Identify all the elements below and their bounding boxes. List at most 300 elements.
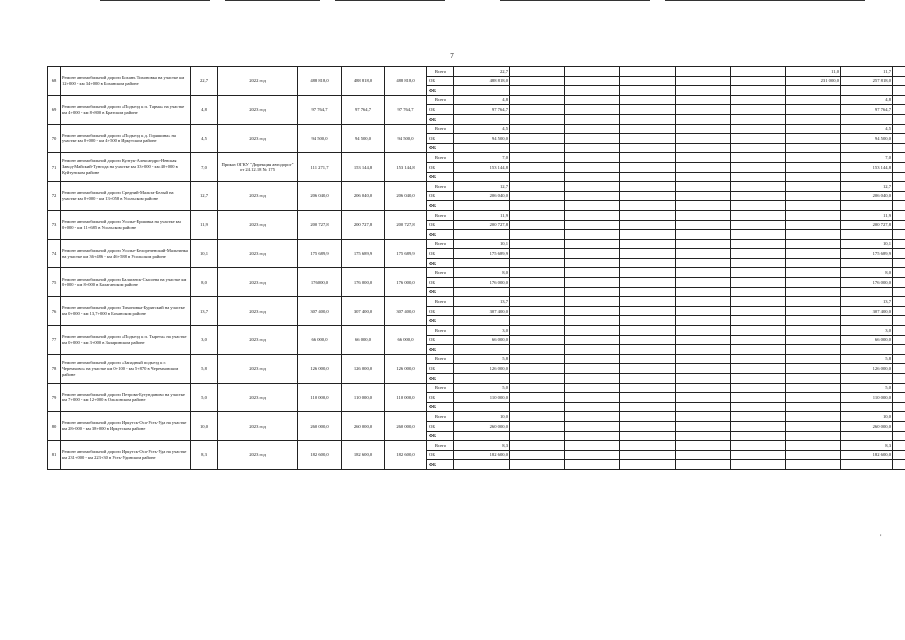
- empty-cell: [676, 95, 731, 105]
- empty-cell: [510, 76, 565, 86]
- vsego-2022: 8,3: [841, 441, 893, 451]
- empty-cell: [565, 441, 620, 451]
- label-vsego: Всего: [427, 153, 454, 163]
- empty-cell: [841, 402, 893, 412]
- table-row: [48, 383, 905, 393]
- empty-cell: [676, 335, 731, 345]
- vsego-total: 4,8: [454, 95, 510, 105]
- empty-cell: [620, 162, 676, 172]
- length-km: 8,0: [191, 268, 218, 297]
- empty-cell: [676, 86, 731, 96]
- empty-cell: [620, 210, 676, 220]
- vsego-2021: [786, 383, 841, 393]
- empty-cell: [454, 287, 510, 297]
- vsego-2021: [786, 124, 841, 134]
- empty-cell: [676, 354, 731, 364]
- empty-cell: [676, 162, 731, 172]
- period: 2023 год: [218, 297, 298, 326]
- empty-cell: [676, 297, 731, 307]
- label-fb: ФБ: [427, 143, 454, 153]
- empty-cell: [510, 249, 565, 259]
- empty-cell: [731, 306, 786, 316]
- estimated-cost: 206 040,0: [298, 182, 342, 211]
- empty-cell: [731, 326, 786, 336]
- empty-cell: [676, 374, 731, 384]
- empty-cell: [565, 162, 620, 172]
- empty-cell: [676, 201, 731, 211]
- label-fb: ФБ: [427, 316, 454, 326]
- empty-cell: [731, 114, 786, 124]
- empty-cell: [676, 431, 731, 441]
- period: 2023 год: [218, 95, 298, 124]
- empty-cell: [841, 345, 893, 355]
- length-km: 5,8: [191, 354, 218, 383]
- empty-cell: [620, 345, 676, 355]
- empty-cell: [510, 278, 565, 288]
- empty-cell: [676, 249, 731, 259]
- empty-cell: [731, 249, 786, 259]
- road-name: Ремонт автомобильной дороги «Подъезд к д. Горяшина» на участке км 0+000 - км 4+500 в Иркутском районе: [61, 124, 191, 153]
- ob-2022: 110 000,0: [841, 393, 893, 403]
- empty-cell: [510, 191, 565, 201]
- empty-cell: [454, 374, 510, 384]
- empty-cell: [731, 412, 786, 422]
- cost-col-3: 488 818,0: [385, 67, 427, 96]
- empty-cell: [565, 402, 620, 412]
- label-ob: ОБ: [427, 364, 454, 374]
- empty-cell: [893, 431, 905, 441]
- empty-cell: [731, 201, 786, 211]
- empty-cell: [841, 287, 893, 297]
- empty-cell: [893, 76, 905, 86]
- empty-cell: [841, 431, 893, 441]
- ob-total: 206 040,0: [454, 191, 510, 201]
- vsego-total: 22,7: [454, 67, 510, 77]
- ob-2022: 66 000,0: [841, 335, 893, 345]
- empty-cell: [510, 182, 565, 192]
- vsego-total: 8,3: [454, 441, 510, 451]
- empty-cell: [510, 134, 565, 144]
- empty-cell: [893, 364, 905, 374]
- cost-col-3: 66 000,0: [385, 326, 427, 355]
- vsego-total: 5,8: [454, 354, 510, 364]
- empty-cell: [841, 316, 893, 326]
- table-row: [48, 95, 905, 105]
- estimated-cost: 260 000,0: [298, 412, 342, 441]
- empty-cell: [510, 326, 565, 336]
- length-km: 8,3: [191, 441, 218, 470]
- empty-cell: [454, 316, 510, 326]
- empty-cell: [620, 431, 676, 441]
- label-ob: ОБ: [427, 191, 454, 201]
- empty-cell: [731, 191, 786, 201]
- road-name: Ремонт автомобильной дороги Усолье-Ершовка на участке км 0+000 - км 11+685 в Усольском районе: [61, 210, 191, 239]
- ob-2021: [786, 134, 841, 144]
- empty-cell: [620, 460, 676, 470]
- length-km: 22,7: [191, 67, 218, 96]
- empty-cell: [510, 268, 565, 278]
- empty-cell: [893, 441, 905, 451]
- empty-cell: [620, 421, 676, 431]
- empty-cell: [893, 287, 905, 297]
- empty-cell: [731, 143, 786, 153]
- empty-cell: [620, 287, 676, 297]
- empty-cell: [565, 230, 620, 240]
- empty-cell: [676, 383, 731, 393]
- empty-cell: [620, 412, 676, 422]
- period: 2023 год: [218, 210, 298, 239]
- cost-col-3: 126 000,0: [385, 354, 427, 383]
- period: Приказ ОГКУ "Дирекция автодорог" от 24.12.18 № 175: [218, 153, 298, 182]
- ob-2021: [786, 278, 841, 288]
- empty-cell: [620, 297, 676, 307]
- row-number: 71: [48, 153, 61, 182]
- empty-cell: [893, 354, 905, 364]
- empty-cell: [731, 95, 786, 105]
- empty-cell: [454, 402, 510, 412]
- empty-cell: [565, 345, 620, 355]
- vsego-2021: [786, 297, 841, 307]
- empty-cell: [893, 220, 905, 230]
- empty-cell: [620, 326, 676, 336]
- empty-cell: [893, 278, 905, 288]
- empty-cell: [620, 335, 676, 345]
- period: 2023 год: [218, 268, 298, 297]
- label-fb: ФБ: [427, 172, 454, 182]
- empty-cell: [676, 450, 731, 460]
- vsego-2022: 3,0: [841, 326, 893, 336]
- empty-cell: [786, 316, 841, 326]
- empty-cell: [565, 421, 620, 431]
- label-vsego: Всего: [427, 67, 454, 77]
- label-vsego: Всего: [427, 182, 454, 192]
- cost-col-2: 200 727,8: [342, 210, 385, 239]
- road-name: Ремонт автомобильной дороги «Подъезд к п. Тарма» на участке км 4+000 - км 8+800 в Братском районе: [61, 95, 191, 124]
- empty-cell: [731, 172, 786, 182]
- empty-cell: [731, 460, 786, 470]
- empty-cell: [510, 201, 565, 211]
- label-ob: ОБ: [427, 335, 454, 345]
- empty-cell: [510, 210, 565, 220]
- empty-cell: [565, 95, 620, 105]
- label-vsego: Всего: [427, 354, 454, 364]
- ob-2022: 206 040,0: [841, 191, 893, 201]
- length-km: 13,7: [191, 297, 218, 326]
- estimated-cost: 66 000,0: [298, 326, 342, 355]
- row-number: 73: [48, 210, 61, 239]
- ob-2021: [786, 191, 841, 201]
- ob-2021: [786, 306, 841, 316]
- vsego-2022: 10,1: [841, 239, 893, 249]
- empty-cell: [786, 201, 841, 211]
- empty-cell: [893, 143, 905, 153]
- empty-cell: [893, 134, 905, 144]
- estimated-cost: 307 400,0: [298, 297, 342, 326]
- table-row: [48, 441, 905, 451]
- empty-cell: [510, 402, 565, 412]
- empty-cell: [510, 124, 565, 134]
- empty-cell: [510, 421, 565, 431]
- empty-cell: [731, 258, 786, 268]
- cost-col-3: 175 689,9: [385, 239, 427, 268]
- cost-col-3: 176 000,0: [385, 268, 427, 297]
- empty-cell: [510, 412, 565, 422]
- empty-cell: [786, 143, 841, 153]
- empty-cell: [510, 67, 565, 77]
- empty-cell: [620, 306, 676, 316]
- cost-col-2: 206 040,0: [342, 182, 385, 211]
- empty-cell: [510, 287, 565, 297]
- empty-cell: [676, 441, 731, 451]
- empty-cell: [565, 172, 620, 182]
- empty-cell: [565, 335, 620, 345]
- label-fb: ФБ: [427, 86, 454, 96]
- empty-cell: [893, 239, 905, 249]
- row-number: 76: [48, 297, 61, 326]
- vsego-2022: 11,9: [841, 210, 893, 220]
- road-name: Ремонт автомобильной дороги Иркутск-Оса-Усть-Уда на участке км 28+000 - км 38+000 в Иркутском районе: [61, 412, 191, 441]
- empty-cell: [620, 201, 676, 211]
- ob-total: 200 727,8: [454, 220, 510, 230]
- ob-2022: 175 689,9: [841, 249, 893, 259]
- empty-cell: [676, 76, 731, 86]
- empty-cell: [510, 374, 565, 384]
- empty-cell: [893, 316, 905, 326]
- empty-cell: [620, 383, 676, 393]
- empty-cell: [676, 239, 731, 249]
- empty-cell: [841, 258, 893, 268]
- empty-cell: [841, 143, 893, 153]
- empty-cell: [565, 268, 620, 278]
- label-vsego: Всего: [427, 297, 454, 307]
- road-name: Ремонт автомобильной дороги Петрова-Бутунданово на участке км 7+000 - км 12+000 в Ольхонском районе: [61, 383, 191, 412]
- empty-cell: [893, 249, 905, 259]
- label-fb: ФБ: [427, 460, 454, 470]
- empty-cell: [893, 95, 905, 105]
- empty-cell: [510, 441, 565, 451]
- empty-cell: [620, 230, 676, 240]
- cost-col-3: 94 500,0: [385, 124, 427, 153]
- table-row: [48, 412, 905, 422]
- period: 2023 год: [218, 354, 298, 383]
- vsego-total: 12,7: [454, 182, 510, 192]
- empty-cell: [731, 210, 786, 220]
- empty-cell: [841, 86, 893, 96]
- empty-cell: [731, 86, 786, 96]
- empty-cell: [620, 374, 676, 384]
- row-number: 79: [48, 383, 61, 412]
- empty-cell: [565, 306, 620, 316]
- label-fb: ФБ: [427, 345, 454, 355]
- road-name: Ремонт автомобильной дороги Иркутск-Оса-Усть-Уда на участке км 231+000 - км 223+30 в Усть-Удинском районе: [61, 441, 191, 470]
- ob-2021: [786, 220, 841, 230]
- empty-cell: [676, 182, 731, 192]
- vsego-total: 10,1: [454, 239, 510, 249]
- empty-cell: [676, 230, 731, 240]
- period: 2023 год: [218, 412, 298, 441]
- vsego-total: 3,0: [454, 326, 510, 336]
- empty-cell: [565, 258, 620, 268]
- label-vsego: Всего: [427, 239, 454, 249]
- empty-cell: [841, 114, 893, 124]
- empty-cell: [731, 287, 786, 297]
- empty-cell: [731, 316, 786, 326]
- ob-2021: [786, 249, 841, 259]
- empty-cell: [510, 297, 565, 307]
- empty-cell: [893, 393, 905, 403]
- empty-cell: [893, 421, 905, 431]
- empty-cell: [454, 201, 510, 211]
- estimated-cost: 126 000,0: [298, 354, 342, 383]
- empty-cell: [620, 191, 676, 201]
- ob-total: 175 689,9: [454, 249, 510, 259]
- empty-cell: [454, 143, 510, 153]
- label-ob: ОБ: [427, 220, 454, 230]
- empty-cell: [565, 431, 620, 441]
- row-number: 81: [48, 441, 61, 470]
- empty-cell: [676, 210, 731, 220]
- empty-cell: [731, 421, 786, 431]
- empty-cell: [454, 345, 510, 355]
- row-number: 78: [48, 354, 61, 383]
- empty-cell: [510, 393, 565, 403]
- empty-cell: [676, 220, 731, 230]
- label-vsego: Всего: [427, 95, 454, 105]
- empty-cell: [731, 354, 786, 364]
- vsego-total: 5,0: [454, 383, 510, 393]
- label-vsego: Всего: [427, 326, 454, 336]
- empty-cell: [565, 67, 620, 77]
- empty-cell: [510, 306, 565, 316]
- empty-cell: [893, 114, 905, 124]
- empty-cell: [620, 220, 676, 230]
- empty-cell: [454, 114, 510, 124]
- empty-cell: [565, 114, 620, 124]
- empty-cell: [620, 143, 676, 153]
- empty-cell: [620, 153, 676, 163]
- vsego-2021: [786, 412, 841, 422]
- empty-cell: [893, 230, 905, 240]
- road-name: Ремонт автомобильной дороги Средний-Мальта-Белый на участке км 0+000 - км 13+058 в Усольском районе: [61, 182, 191, 211]
- ob-2022: 200 727,8: [841, 220, 893, 230]
- row-number: 74: [48, 239, 61, 268]
- empty-cell: [510, 86, 565, 96]
- table-row: [48, 268, 905, 278]
- empty-cell: [454, 460, 510, 470]
- ob-2022: 176 000,0: [841, 278, 893, 288]
- length-km: 12,7: [191, 182, 218, 211]
- empty-cell: [510, 460, 565, 470]
- empty-cell: [893, 335, 905, 345]
- ob-2022: 126 000,0: [841, 364, 893, 374]
- empty-cell: [510, 239, 565, 249]
- ob-2022: 257 818,0: [841, 76, 893, 86]
- empty-cell: [893, 268, 905, 278]
- empty-cell: [731, 134, 786, 144]
- row-number: 72: [48, 182, 61, 211]
- vsego-2022: 12,7: [841, 182, 893, 192]
- empty-cell: [510, 258, 565, 268]
- empty-cell: [893, 297, 905, 307]
- ob-total: 260 000,0: [454, 421, 510, 431]
- empty-cell: [841, 374, 893, 384]
- empty-cell: [731, 182, 786, 192]
- empty-cell: [676, 191, 731, 201]
- empty-cell: [565, 86, 620, 96]
- label-ob: ОБ: [427, 162, 454, 172]
- label-fb: ФБ: [427, 287, 454, 297]
- label-vsego: Всего: [427, 124, 454, 134]
- cost-col-3: 153 144,8: [385, 153, 427, 182]
- road-name: Ремонт автомобильной дороги Боханъ Тихоновка на участке км 12+000 - км 34+000 в Боханском районе: [61, 67, 191, 96]
- table-row: [48, 124, 905, 134]
- empty-cell: [731, 335, 786, 345]
- empty-cell: [893, 124, 905, 134]
- empty-cell: [676, 287, 731, 297]
- ob-2021: [786, 393, 841, 403]
- empty-cell: [841, 172, 893, 182]
- cost-col-2: 182 600,0: [342, 441, 385, 470]
- empty-cell: [565, 76, 620, 86]
- empty-cell: [510, 153, 565, 163]
- empty-cell: [731, 268, 786, 278]
- empty-cell: [510, 172, 565, 182]
- cost-col-2: 488 818,0: [342, 67, 385, 96]
- label-vsego: Всего: [427, 441, 454, 451]
- empty-cell: [786, 460, 841, 470]
- table-row: [48, 182, 905, 192]
- ob-total: 307 400,0: [454, 306, 510, 316]
- cost-col-2: 260 000,0: [342, 412, 385, 441]
- empty-cell: [620, 76, 676, 86]
- empty-cell: [565, 143, 620, 153]
- cost-col-2: 94 500,0: [342, 124, 385, 153]
- empty-cell: [786, 258, 841, 268]
- empty-cell: [620, 182, 676, 192]
- empty-cell: [893, 162, 905, 172]
- estimated-cost: 176000,0: [298, 268, 342, 297]
- length-km: 10,0: [191, 412, 218, 441]
- empty-cell: [893, 86, 905, 96]
- vsego-2021: [786, 95, 841, 105]
- empty-cell: [731, 76, 786, 86]
- empty-cell: [510, 95, 565, 105]
- empty-cell: [841, 460, 893, 470]
- empty-cell: [731, 278, 786, 288]
- empty-cell: [510, 114, 565, 124]
- cost-col-2: 153 144,8: [342, 153, 385, 182]
- empty-cell: [676, 326, 731, 336]
- empty-cell: [731, 297, 786, 307]
- empty-cell: [510, 431, 565, 441]
- cost-col-3: 110 000,0: [385, 383, 427, 412]
- ob-2022: 260 000,0: [841, 421, 893, 431]
- road-name: Ремонт автомобильной дороги «Западный подъезд к г. Черемхово» на участке км 0+100 - км 5+870 в Черемховском районе: [61, 354, 191, 383]
- length-km: 3,0: [191, 326, 218, 355]
- vsego-total: 4,5: [454, 124, 510, 134]
- empty-cell: [510, 143, 565, 153]
- empty-cell: [893, 182, 905, 192]
- vsego-2022: 4,8: [841, 95, 893, 105]
- empty-cell: [676, 114, 731, 124]
- vsego-2021: 11,0: [786, 67, 841, 77]
- empty-cell: [731, 450, 786, 460]
- ob-total: 66 000,0: [454, 335, 510, 345]
- empty-cell: [565, 153, 620, 163]
- road-name: Ремонт автомобильной дороги «Подъезд к п. Тырета» на участке км 0+000 - км 3+000 в Заларинском районе: [61, 326, 191, 355]
- cost-col-2: 126 000,0: [342, 354, 385, 383]
- empty-cell: [786, 431, 841, 441]
